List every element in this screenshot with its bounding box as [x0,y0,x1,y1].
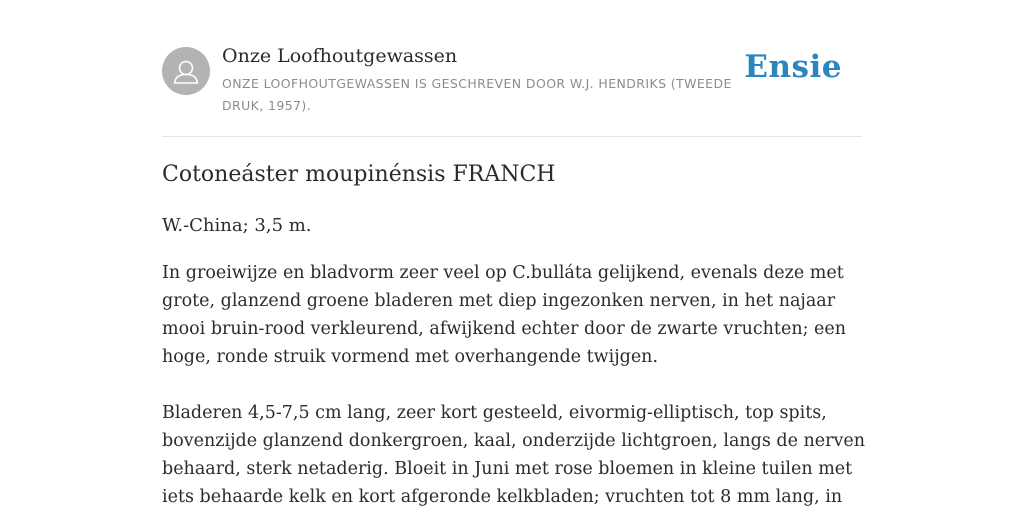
entry-content [162,160,867,511]
source-description: ONZE LOOFHOUTGEWASSEN IS GESCHREVEN DOOR W.J. HENDRIKS (TWEEDE DRUK, 1957). [222,76,732,113]
source-title[interactable]: Onze Loofhoutgewassen [222,45,458,67]
entry-title: Cotoneáster moupinénsis FRANCH [162,162,556,187]
user-icon [162,47,210,95]
entry-subtitle: W.-China; 3,5 m. [162,215,312,236]
entry-body: In groeiwijze en bladvorm zeer veel op C.bulláta gelijkend, evenals deze met grote, glanzend groene bladeren met diep ingezonken nerven, in het najaar mooi bruin-rood verkleurend, afwijkend echter door de zwarte vruchten; een hoge, ronde struik vormend met overhangende twijgen. Bladeren 4,5-7,5 cm lang, zeer kort gesteeld, eivormig-elliptisch, top spits, bovenzijde glanzend donkergroen, kaal, onderzijde lichtgroen, langs de nerven behaard, sterk netaderig. Bloeit in Juni met rose bloemen in kleine tuilen met iets behaarde kelk en kort afgeronde kelkbladen; vruchten tot 8 mm lang, in [162,263,866,507]
source-header [162,44,862,137]
ensie-logo[interactable]: Ensie [744,49,842,85]
